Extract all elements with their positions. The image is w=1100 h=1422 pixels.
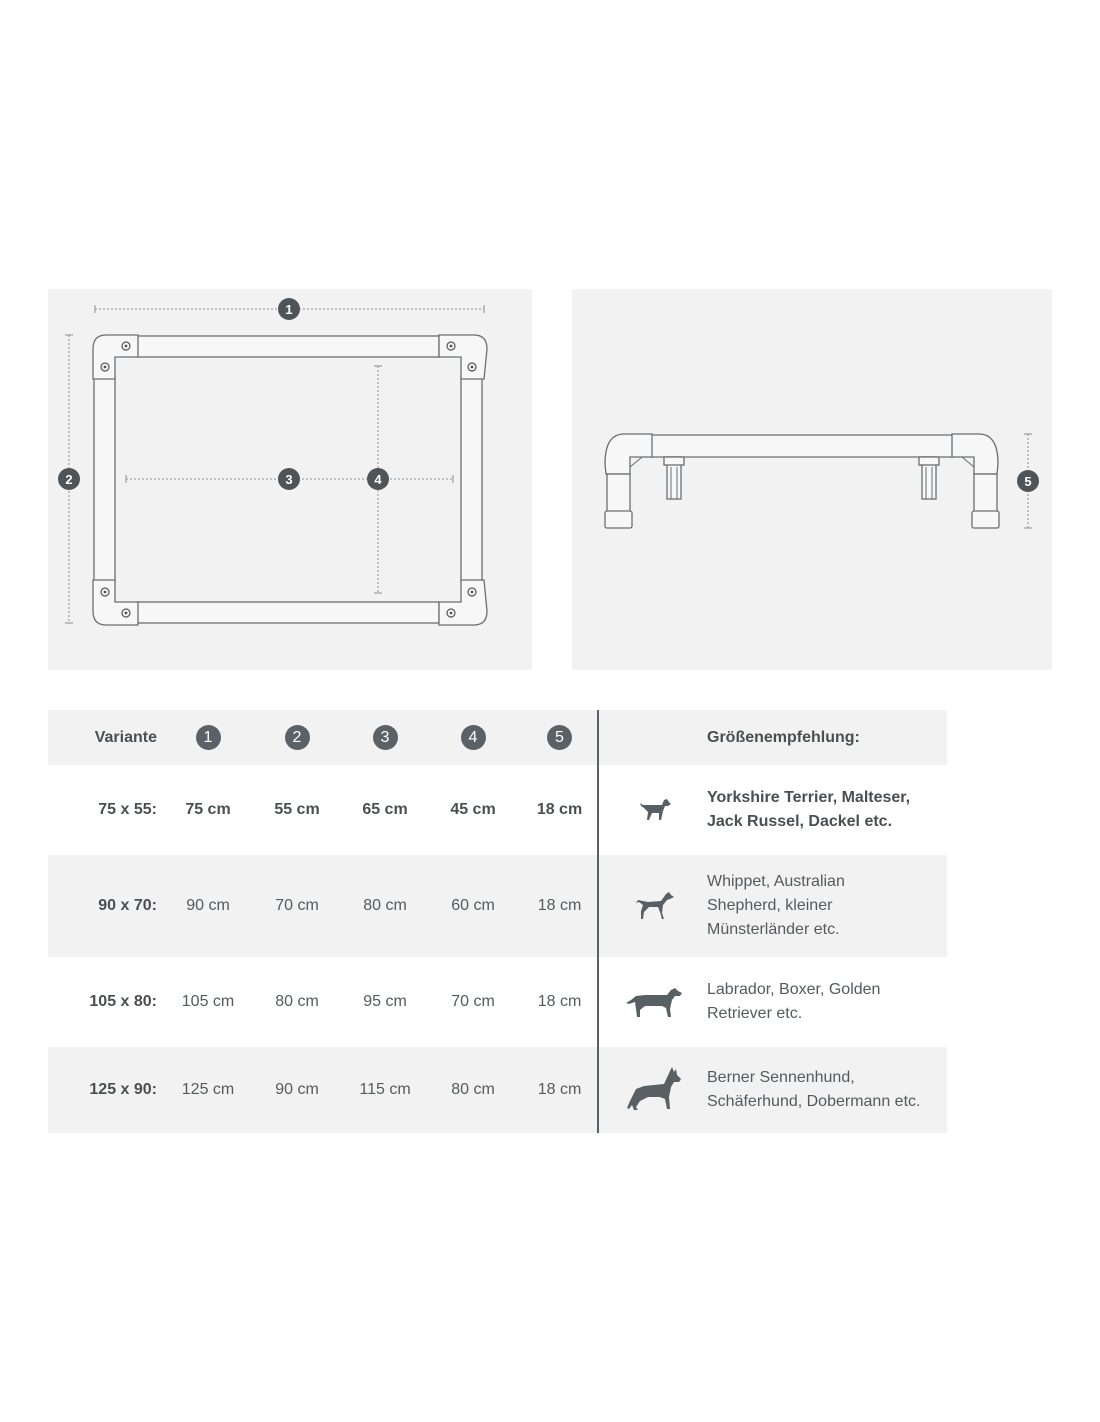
svg-text:4: 4 (374, 472, 382, 487)
recommendation-line: Shepherd, kleiner (707, 897, 833, 914)
value-cell: 80 cm (363, 897, 407, 914)
whippet-icon (633, 890, 675, 922)
value-cell: 18 cm (537, 897, 582, 914)
column-badge-5: 5 (547, 725, 572, 750)
column-badge-4: 4 (461, 725, 486, 750)
variant-cell: 105 x 80: (89, 993, 157, 1010)
value-cell: 55 cm (274, 801, 320, 818)
value-cell: 115 cm (359, 1081, 411, 1098)
svg-text:1: 1 (285, 302, 293, 317)
column-badge-3: 3 (373, 725, 398, 750)
value-cell: 65 cm (362, 801, 408, 818)
frame-top-view-drawing (48, 289, 532, 670)
dimension-badge-2 (58, 468, 80, 490)
recommendation-line: Münsterländer etc. (707, 921, 840, 938)
table-row (48, 1047, 947, 1133)
column-badge-1: 1 (196, 725, 221, 750)
svg-text:2: 2 (65, 472, 73, 487)
table-header-row (48, 710, 947, 765)
recommendation-line: Labrador, Boxer, Golden (707, 981, 881, 998)
value-cell: 90 cm (275, 1081, 319, 1098)
frame-side-view-drawing (572, 289, 1052, 670)
value-cell: 75 cm (185, 801, 231, 818)
table-row (48, 855, 947, 957)
recommendation-line: Retriever etc. (707, 1005, 803, 1022)
dimension-badge-1 (278, 298, 300, 320)
value-cell: 18 cm (536, 801, 583, 818)
recommendation-line: Berner Sennenhund, (707, 1069, 855, 1086)
side-view-diagram (572, 289, 1052, 670)
value-cell: 80 cm (275, 993, 319, 1010)
value-cell: 95 cm (363, 993, 407, 1010)
recommendation-line: Jack Russel, Dackel etc. (707, 813, 893, 830)
value-cell: 90 cm (186, 897, 230, 914)
labrador-icon (625, 984, 683, 1020)
svg-text:5: 5 (1024, 474, 1032, 489)
recommendation-header: Größenempfehlung: (707, 728, 860, 746)
recommendation-line: Schäferhund, Dobermann etc. (707, 1093, 921, 1110)
value-cell: 45 cm (450, 801, 496, 818)
variant-header: Variante (94, 728, 157, 746)
variant-cell: 75 x 55: (98, 801, 157, 818)
recommendation-line: Yorkshire Terrier, Malteser, (707, 789, 911, 806)
dimension-badge-5 (1017, 470, 1039, 492)
table-row (48, 957, 947, 1047)
value-cell: 70 cm (451, 993, 495, 1010)
shepherd-dog-icon (626, 1067, 682, 1113)
size-table (48, 710, 947, 1133)
value-cell: 70 cm (275, 897, 319, 914)
value-cell: 60 cm (451, 897, 495, 914)
svg-text:3: 3 (285, 472, 293, 487)
table-row (48, 765, 947, 855)
value-cell: 125 cm (181, 1081, 235, 1098)
value-cell: 18 cm (537, 1081, 582, 1098)
dimension-badge-4 (367, 468, 389, 490)
small-dog-icon (637, 796, 671, 824)
variant-cell: 125 x 90: (89, 1081, 157, 1098)
value-cell: 18 cm (537, 993, 582, 1010)
column-badge-2: 2 (285, 725, 310, 750)
value-cell: 105 cm (181, 993, 235, 1010)
recommendation-line: Whippet, Australian (707, 873, 845, 890)
variant-cell: 90 x 70: (98, 897, 157, 914)
top-view-diagram (48, 289, 532, 670)
value-cell: 80 cm (451, 1081, 495, 1098)
dimension-badge-3 (278, 468, 300, 490)
